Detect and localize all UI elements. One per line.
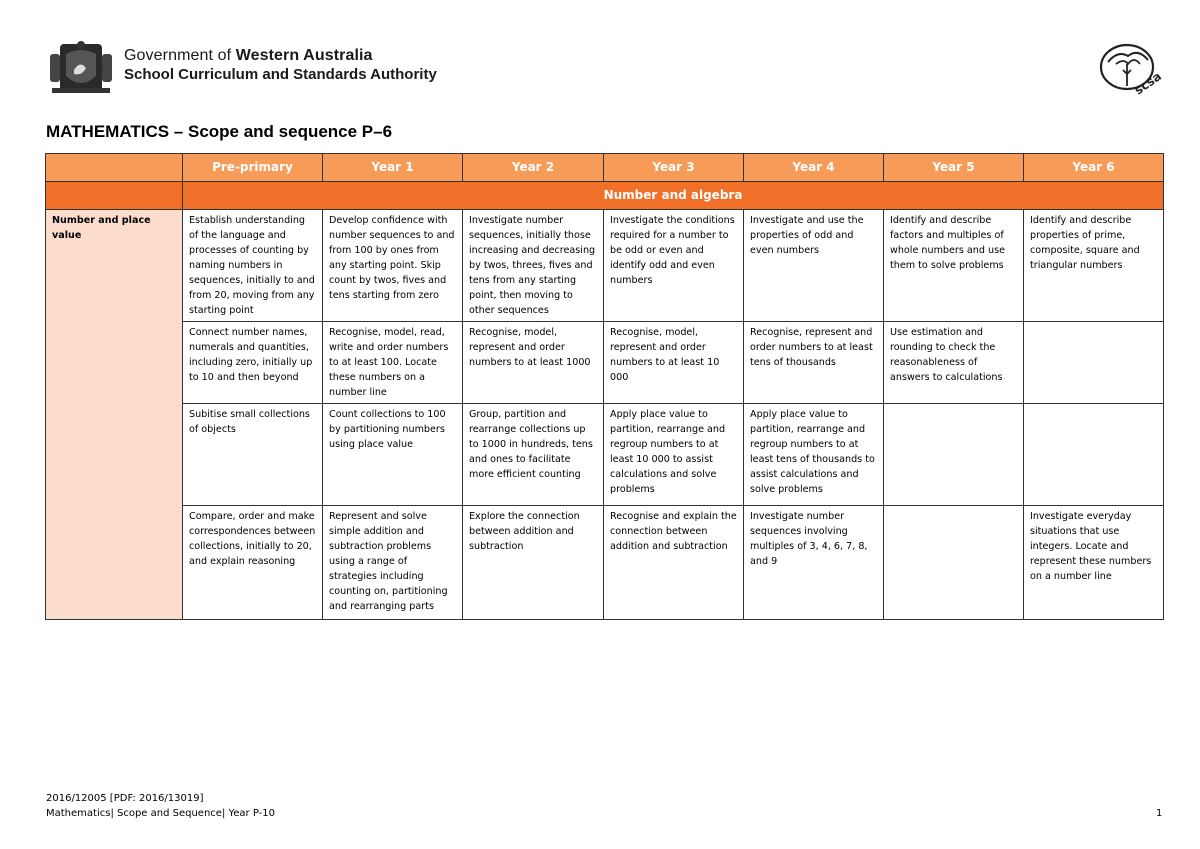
table-cell: Group, partition and rearrange collections up to 1000 in hundreds, tens and ones to facilitate more efficient counting — [463, 404, 604, 506]
table-cell: Recognise, model, read, write and order numbers to at least 100. Locate these numbers on a number line — [323, 322, 463, 404]
table-cell: Investigate number sequences, initially those increasing and decreasing by twos, threes, fives and tens from any starting point, then moving to other sequences — [463, 210, 604, 322]
table-row — [46, 322, 1164, 404]
table-cell: Apply place value to partition, rearrange and regroup numbers to at least tens of thousands to assist calculations and solve problems — [744, 404, 884, 506]
strand-row — [46, 182, 1164, 210]
header-blank-cell — [46, 154, 183, 182]
scope-sequence-table — [45, 153, 1164, 620]
scsa-logo-text: scsa — [1131, 69, 1164, 98]
header-year-6: Year 6 — [1024, 154, 1164, 182]
table-cell: Recognise and explain the connection between addition and subtraction — [604, 506, 744, 620]
category-cell: Number and place value — [46, 210, 183, 620]
table-cell: Apply place value to partition, rearrange and regroup numbers to at least 10 000 to assist calculations and solve problems — [604, 404, 744, 506]
table-cell: Investigate the conditions required for a number to be odd or even and identify odd and even numbers — [604, 210, 744, 322]
table-cell: Establish understanding of the language and processes of counting by naming numbers in sequences, initially to and from 20, moving from any starting point — [183, 210, 323, 322]
org-line-1-bold: Western Australia — [235, 47, 373, 64]
table-cell: Investigate number sequences involving multiples of 3, 4, 6, 7, 8, and 9 — [744, 506, 884, 620]
table-cell: Identify and describe factors and multiples of whole numbers and use them to solve problems — [884, 210, 1024, 322]
page-title: MATHEMATICS – Scope and sequence P–6 — [46, 122, 393, 141]
wa-government-crest-icon — [46, 40, 116, 96]
table-cell — [1024, 322, 1164, 404]
table-cell: Explore the connection between addition and subtraction — [463, 506, 604, 620]
org-line-1-prefix: Government of — [124, 47, 236, 64]
table-cell: Recognise, represent and order numbers to at least tens of thousands — [744, 322, 884, 404]
table-cell: Subitise small collections of objects — [183, 404, 323, 506]
header-year-1: Year 1 — [323, 154, 463, 182]
table-cell — [884, 506, 1024, 620]
table-cell: Investigate everyday situations that use integers. Locate and represent these numbers on a number line — [1024, 506, 1164, 620]
table-cell — [1024, 404, 1164, 506]
page-number: 1 — [1156, 808, 1163, 819]
table-cell: Represent and solve simple addition and subtraction problems using a range of strategies including counting on, partitioning and rearranging parts — [323, 506, 463, 620]
table-cell: Recognise, model, represent and order numbers to at least 10 000 — [604, 322, 744, 404]
organisation-name — [124, 47, 437, 83]
scsa-logo-icon — [1094, 40, 1164, 98]
header-year-5: Year 5 — [884, 154, 1024, 182]
table-cell: Connect number names, numerals and quantities, including zero, initially up to 10 and then beyond — [183, 322, 323, 404]
table-cell: Count collections to 100 by partitioning numbers using place value — [323, 404, 463, 506]
table-cell: Compare, order and make correspondences between collections, initially to 20, and explain reasoning — [183, 506, 323, 620]
table-cell: Use estimation and rounding to check the reasonableness of answers to calculations — [884, 322, 1024, 404]
org-line-2: School Curriculum and Standards Authority — [124, 66, 437, 83]
table-cell: Develop confidence with number sequences to and from 100 by ones from any starting point. Skip count by twos, fives and tens starting from zero — [323, 210, 463, 322]
header-year-3: Year 3 — [604, 154, 744, 182]
strand-blank-cell — [46, 182, 183, 210]
footer-doc-id: 2016/12005 [PDF: 2016/13019] — [46, 793, 204, 804]
header-pre-primary: Pre-primary — [183, 154, 323, 182]
header-year-2: Year 2 — [463, 154, 604, 182]
table-cell: Investigate and use the properties of odd and even numbers — [744, 210, 884, 322]
year-header-row — [46, 154, 1164, 182]
table-row — [46, 210, 1164, 322]
table-cell — [884, 404, 1024, 506]
strand-title: Number and algebra — [183, 182, 1164, 210]
table-row — [46, 506, 1164, 620]
table-row — [46, 404, 1164, 506]
table-cell: Recognise, model, represent and order numbers to at least 1000 — [463, 322, 604, 404]
header-year-4: Year 4 — [744, 154, 884, 182]
footer-doc-title: Mathematics| Scope and Sequence| Year P-10 — [46, 808, 275, 819]
table-cell: Identify and describe properties of prime, composite, square and triangular numbers — [1024, 210, 1164, 322]
org-line-1 — [124, 47, 437, 65]
